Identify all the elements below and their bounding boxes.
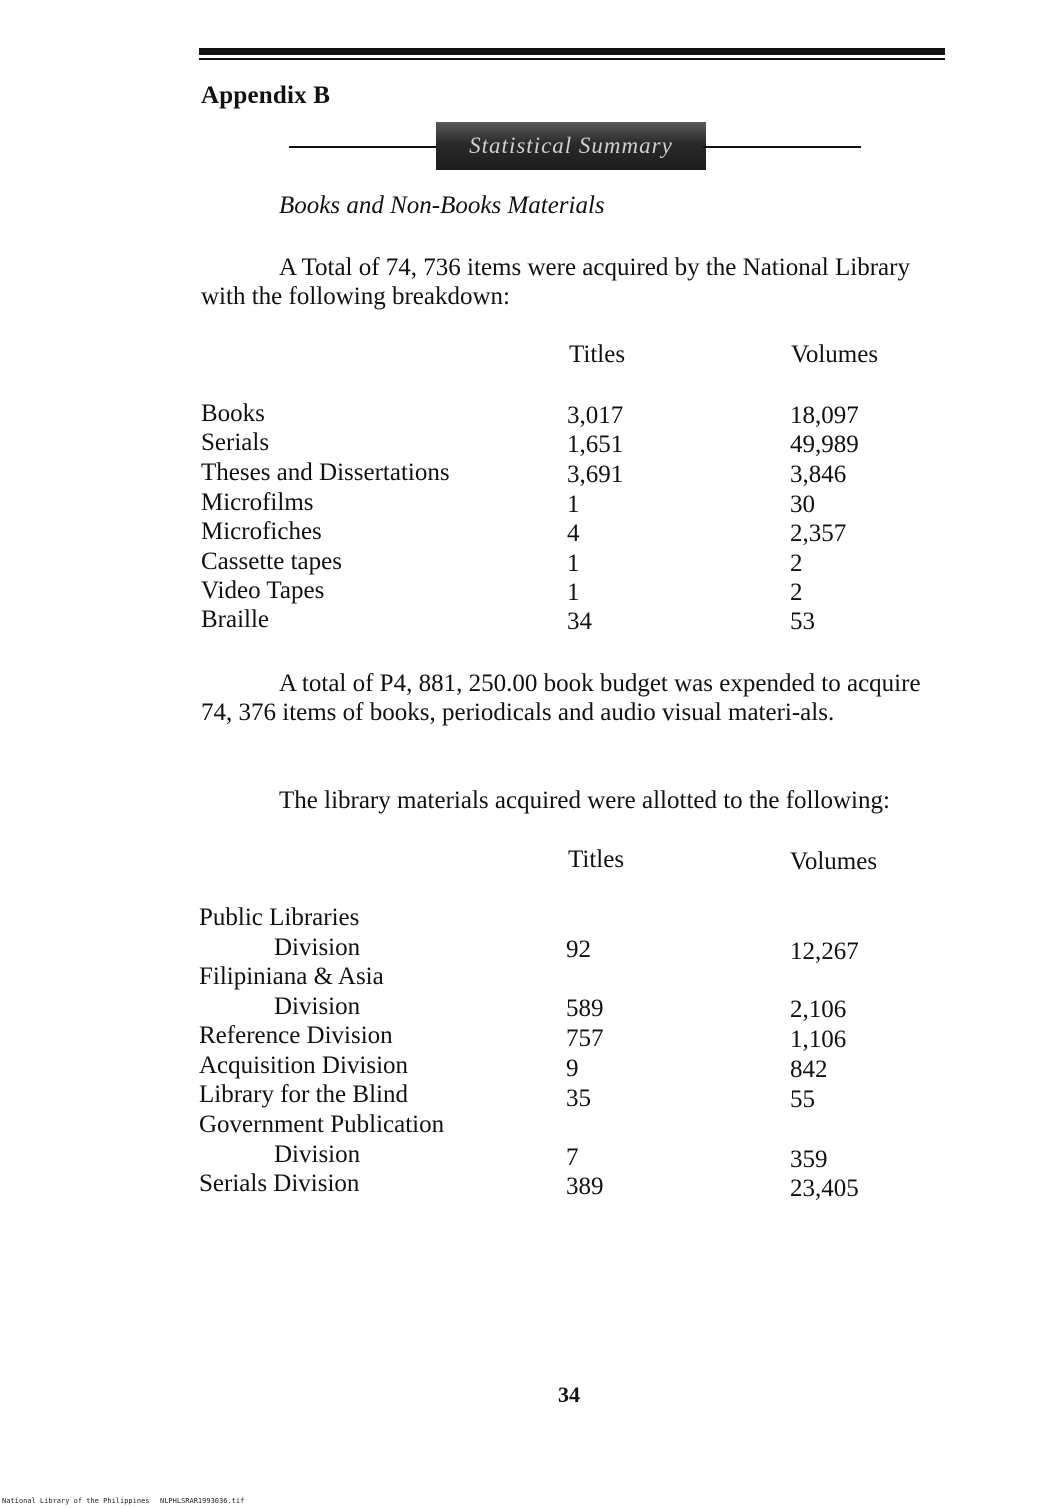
table2-row-label: Acquisition Division: [199, 1052, 409, 1079]
table1-row-volumes: 3,846: [790, 461, 847, 488]
table1-row-volumes: 2,357: [790, 520, 847, 547]
table1-row-titles: 1: [567, 550, 580, 577]
table1-row-label: Microfilms: [201, 489, 314, 516]
banner-rule-right: [703, 146, 861, 148]
table1-row-volumes: 53: [790, 608, 815, 635]
table1-row-label: Braille: [201, 606, 270, 633]
table2-row-sublabel: Division: [274, 993, 361, 1020]
allotment-paragraph: The library materials acquired were allotted to the following:: [279, 787, 890, 814]
table1-header-titles: Titles: [569, 341, 626, 368]
table1-row-label: Books: [201, 400, 265, 427]
table2-row-sublabel: Division: [274, 1141, 361, 1168]
table2-row-volumes: 23,405: [790, 1175, 859, 1202]
banner-title: Statistical Summary: [436, 122, 706, 170]
table2-row-volumes: 2,106: [790, 996, 847, 1023]
table1-row-label: Video Tapes: [201, 577, 325, 604]
table1-row-volumes: 2: [790, 579, 803, 606]
table1-row-volumes: 49,989: [790, 431, 859, 458]
table2-row-titles: 589: [566, 995, 604, 1022]
header-rule-thin: [199, 58, 945, 60]
table2-row-volumes: 842: [790, 1056, 828, 1083]
table2-row-titles: 92: [566, 936, 591, 963]
page-number: 34: [558, 1382, 580, 1407]
table2-row-titles: 35: [566, 1085, 591, 1112]
table1-row-titles: 4: [567, 520, 580, 547]
table1-row-label: Theses and Dissertations: [201, 459, 450, 486]
table2-row-titles: 389: [566, 1173, 604, 1200]
table1-row-label: Microfiches: [201, 518, 322, 545]
table1-row-volumes: 30: [790, 491, 815, 518]
table2-row-sublabel: Division: [274, 934, 361, 961]
table2-header-titles: Titles: [568, 846, 625, 873]
budget-paragraph: A total of P4, 881, 250.00 book budget was expended to acquire 74, 376 items of books, periodicals and audio visual materi-als.: [201, 670, 921, 726]
section-heading: Books and Non-Books Materials: [279, 192, 605, 219]
table2-row-titles: 9: [566, 1055, 579, 1082]
table1-row-titles: 3,017: [567, 402, 624, 429]
table1-row-volumes: 18,097: [790, 402, 859, 429]
intro-paragraph: A Total of 74, 736 items were acquired by the National Library with the following breakdown:: [201, 254, 910, 310]
table2-row-volumes: 359: [790, 1146, 828, 1173]
table2-row-label: Serials Division: [199, 1170, 360, 1197]
table2-row-titles: 757: [566, 1025, 604, 1052]
appendix-title: Appendix B: [201, 82, 331, 109]
table1-row-label: Cassette tapes: [201, 548, 342, 575]
footer-filename: NLPHLSRAR1993036.tif: [160, 1497, 245, 1505]
table1-header-volumes: Volumes: [791, 341, 879, 368]
table2-row-label: Public Libraries: [199, 904, 360, 931]
header-rule-thick: [199, 48, 945, 55]
table2-row-volumes: 12,267: [790, 938, 859, 965]
table1-row-titles: 3,691: [567, 461, 624, 488]
table2-row-label: Library for the Blind: [199, 1081, 408, 1108]
table2-row-titles: 7: [566, 1144, 579, 1171]
table1-row-titles: 1,651: [567, 431, 624, 458]
table1-row-titles: 1: [567, 491, 580, 518]
table2-header-volumes: Volumes: [790, 848, 878, 875]
table2-row-label: Reference Division: [199, 1022, 393, 1049]
table2-row-volumes: 1,106: [790, 1026, 847, 1053]
table2-row-label: Government Publication: [199, 1111, 445, 1138]
table1-row-label: Serials: [201, 429, 270, 456]
table1-row-volumes: 2: [790, 550, 803, 577]
table1-row-titles: 34: [567, 608, 592, 635]
table2-row-label: Filipiniana & Asia: [199, 963, 384, 990]
banner-rule-left: [289, 146, 439, 148]
table2-row-volumes: 55: [790, 1086, 815, 1113]
table1-row-titles: 1: [567, 579, 580, 606]
footer-source: National Library of the Philippines: [2, 1497, 150, 1505]
